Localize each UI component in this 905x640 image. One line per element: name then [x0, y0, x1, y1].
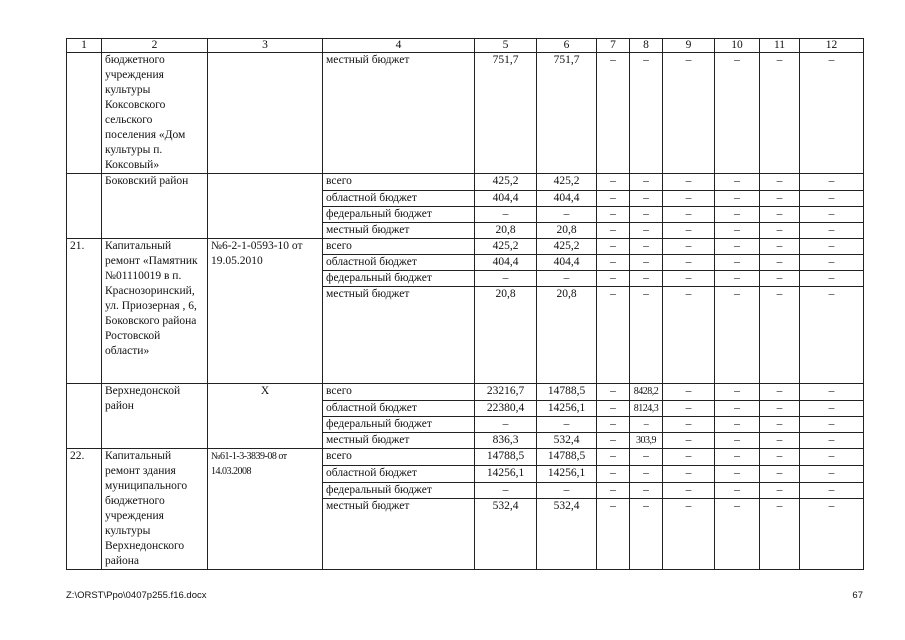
funding-source-cell: областной бюджет	[323, 465, 475, 482]
value-cell: –	[715, 174, 760, 191]
value-cell: –	[537, 271, 597, 287]
funding-source-cell: местный бюджет	[323, 53, 475, 174]
value-cell: –	[597, 449, 630, 466]
value-cell: –	[663, 287, 715, 384]
value-cell: 20,8	[537, 287, 597, 384]
value-cell: –	[630, 417, 663, 433]
value-cell: –	[597, 53, 630, 174]
value-cell: –	[715, 384, 760, 401]
value-cell: –	[800, 271, 864, 287]
value-cell: 14788,5	[537, 384, 597, 401]
col-header: 3	[208, 39, 323, 53]
funding-source-cell: всего	[323, 239, 475, 255]
value-cell: 532,4	[475, 499, 537, 570]
value-cell: 20,8	[475, 287, 537, 384]
value-cell: –	[715, 465, 760, 482]
value-cell: 404,4	[475, 255, 537, 271]
value-cell: –	[715, 287, 760, 384]
value-cell: –	[663, 271, 715, 287]
col-header: 10	[715, 39, 760, 53]
value-cell: –	[715, 417, 760, 433]
funding-source-cell: всего	[323, 174, 475, 191]
funding-source-cell: областной бюджет	[323, 255, 475, 271]
value-cell: –	[663, 53, 715, 174]
value-cell: –	[663, 255, 715, 271]
value-cell: 751,7	[537, 53, 597, 174]
value-cell: –	[597, 223, 630, 239]
table-row	[67, 239, 864, 255]
value-cell: –	[663, 482, 715, 499]
header-row	[67, 39, 864, 53]
row-number-cell	[67, 384, 102, 449]
value-cell: 23216,7	[475, 384, 537, 401]
value-cell: –	[760, 401, 800, 417]
value-cell: –	[800, 255, 864, 271]
col-header: 5	[475, 39, 537, 53]
value-cell: 14256,1	[537, 465, 597, 482]
value-cell: 404,4	[537, 255, 597, 271]
value-cell: –	[800, 384, 864, 401]
value-cell: –	[760, 482, 800, 499]
value-cell: –	[597, 255, 630, 271]
value-cell: –	[630, 482, 663, 499]
value-cell: –	[630, 271, 663, 287]
value-cell: –	[663, 223, 715, 239]
value-cell: 425,2	[537, 239, 597, 255]
value-cell: 14256,1	[537, 401, 597, 417]
value-cell: –	[663, 499, 715, 570]
value-cell: –	[663, 417, 715, 433]
value-cell: –	[663, 433, 715, 449]
value-cell: 404,4	[537, 191, 597, 207]
value-cell: –	[800, 417, 864, 433]
value-cell: –	[715, 191, 760, 207]
value-cell: –	[475, 207, 537, 223]
value-cell: –	[760, 287, 800, 384]
value-cell: 425,2	[475, 174, 537, 191]
table-row	[67, 384, 864, 401]
funding-source-cell: областной бюджет	[323, 401, 475, 417]
value-cell: 14788,5	[475, 449, 537, 466]
value-cell: –	[715, 482, 760, 499]
row-number-cell	[67, 53, 102, 174]
value-cell: –	[800, 449, 864, 466]
value-cell: –	[800, 191, 864, 207]
value-cell: 8428,2	[630, 384, 663, 401]
value-cell: –	[760, 207, 800, 223]
funding-source-cell: всего	[323, 384, 475, 401]
value-cell: 20,8	[537, 223, 597, 239]
object-name-cell: Капитальный ремонт «Памятник №01110019 в п. Краснозоринский, ул. Приозерная , 6, Боковского района Ростовской области»	[102, 239, 208, 384]
value-cell: –	[800, 53, 864, 174]
value-cell: –	[597, 174, 630, 191]
object-name-cell: Боковский район	[102, 174, 208, 239]
value-cell: –	[597, 482, 630, 499]
value-cell: –	[630, 174, 663, 191]
value-cell: –	[630, 239, 663, 255]
value-cell: 20,8	[475, 223, 537, 239]
value-cell: –	[760, 499, 800, 570]
value-cell: –	[475, 482, 537, 499]
col-header: 4	[323, 39, 475, 53]
value-cell: 751,7	[475, 53, 537, 174]
value-cell: –	[597, 239, 630, 255]
col-header: 9	[663, 39, 715, 53]
value-cell: –	[715, 499, 760, 570]
value-cell: –	[597, 499, 630, 570]
value-cell: 8124,3	[630, 401, 663, 417]
table-row	[67, 174, 864, 191]
value-cell: –	[760, 433, 800, 449]
value-cell: 14788,5	[537, 449, 597, 466]
value-cell: –	[630, 207, 663, 223]
value-cell: –	[663, 174, 715, 191]
col-header: 1	[67, 39, 102, 53]
col-header: 2	[102, 39, 208, 53]
value-cell: 14256,1	[475, 465, 537, 482]
funding-source-cell: местный бюджет	[323, 433, 475, 449]
value-cell: –	[663, 384, 715, 401]
object-name-cell: Капитальный ремонт здания муниципального бюджетного учреждения культуры Верхнедонского района	[102, 449, 208, 570]
value-cell: –	[630, 449, 663, 466]
funding-source-cell: федеральный бюджет	[323, 207, 475, 223]
row-number-cell: 22.	[67, 449, 102, 570]
value-cell: 532,4	[537, 499, 597, 570]
value-cell: –	[800, 287, 864, 384]
value-cell: 404,4	[475, 191, 537, 207]
value-cell: –	[715, 433, 760, 449]
value-cell: –	[715, 207, 760, 223]
value-cell: –	[663, 207, 715, 223]
value-cell: –	[663, 465, 715, 482]
value-cell: –	[597, 465, 630, 482]
value-cell: –	[800, 223, 864, 239]
value-cell: 425,2	[475, 239, 537, 255]
value-cell: 303,9	[630, 433, 663, 449]
value-cell: –	[760, 271, 800, 287]
value-cell: –	[630, 287, 663, 384]
value-cell: –	[475, 417, 537, 433]
value-cell: –	[663, 401, 715, 417]
value-cell: –	[800, 401, 864, 417]
document-cell	[208, 174, 323, 239]
funding-source-cell: местный бюджет	[323, 499, 475, 570]
col-header: 7	[597, 39, 630, 53]
value-cell: –	[760, 174, 800, 191]
value-cell: 22380,4	[475, 401, 537, 417]
funding-source-cell: федеральный бюджет	[323, 482, 475, 499]
value-cell: –	[715, 271, 760, 287]
table-row	[67, 449, 864, 466]
funding-source-cell: всего	[323, 449, 475, 466]
value-cell: –	[760, 417, 800, 433]
document-cell: №6-2-1-0593-10 от 19.05.2010	[208, 239, 323, 384]
value-cell: –	[537, 482, 597, 499]
table-row	[67, 53, 864, 174]
document-page	[66, 38, 863, 570]
object-name-cell: бюджетного учреждения культуры Коксовского сельского поселения «Дом культуры п. Коксовый»	[102, 53, 208, 174]
value-cell: –	[630, 255, 663, 271]
value-cell: –	[760, 449, 800, 466]
value-cell: –	[800, 465, 864, 482]
document-cell: Х	[208, 384, 323, 449]
value-cell: –	[760, 384, 800, 401]
document-cell: №61-1-3-3839-08 от 14.03.2008	[208, 449, 323, 570]
value-cell: –	[597, 384, 630, 401]
value-cell: –	[715, 223, 760, 239]
funding-source-cell: федеральный бюджет	[323, 271, 475, 287]
value-cell: –	[800, 482, 864, 499]
value-cell: –	[630, 465, 663, 482]
value-cell: –	[760, 191, 800, 207]
value-cell: 836,3	[475, 433, 537, 449]
funding-source-cell: местный бюджет	[323, 287, 475, 384]
funding-source-cell: федеральный бюджет	[323, 417, 475, 433]
page-number: 67	[852, 590, 863, 601]
value-cell: –	[715, 255, 760, 271]
value-cell: –	[597, 287, 630, 384]
value-cell: 532,4	[537, 433, 597, 449]
value-cell: –	[663, 449, 715, 466]
value-cell: –	[760, 53, 800, 174]
value-cell: –	[537, 417, 597, 433]
value-cell: –	[663, 191, 715, 207]
value-cell: –	[597, 401, 630, 417]
value-cell: –	[800, 239, 864, 255]
value-cell: –	[597, 433, 630, 449]
value-cell: –	[800, 207, 864, 223]
value-cell: –	[715, 401, 760, 417]
value-cell: –	[597, 417, 630, 433]
value-cell: –	[760, 239, 800, 255]
funding-source-cell: местный бюджет	[323, 223, 475, 239]
value-cell: –	[597, 207, 630, 223]
value-cell: –	[475, 271, 537, 287]
value-cell: –	[597, 271, 630, 287]
value-cell: –	[800, 499, 864, 570]
col-header: 12	[800, 39, 864, 53]
value-cell: –	[760, 255, 800, 271]
value-cell: –	[537, 207, 597, 223]
value-cell: –	[760, 223, 800, 239]
value-cell: –	[715, 239, 760, 255]
value-cell: –	[597, 191, 630, 207]
value-cell: –	[715, 53, 760, 174]
value-cell: –	[663, 239, 715, 255]
col-header: 6	[537, 39, 597, 53]
value-cell: –	[630, 223, 663, 239]
col-header: 8	[630, 39, 663, 53]
col-header: 11	[760, 39, 800, 53]
value-cell: –	[760, 465, 800, 482]
value-cell: –	[630, 53, 663, 174]
file-path: Z:\ORST\Ppo\0407p255.f16.docx	[66, 590, 207, 601]
document-cell	[208, 53, 323, 174]
value-cell: –	[630, 499, 663, 570]
value-cell: –	[800, 433, 864, 449]
value-cell: –	[715, 449, 760, 466]
row-number-cell	[67, 174, 102, 239]
value-cell: –	[800, 174, 864, 191]
row-number-cell: 21.	[67, 239, 102, 384]
value-cell: –	[630, 191, 663, 207]
budget-table	[66, 38, 864, 570]
funding-source-cell: областной бюджет	[323, 191, 475, 207]
object-name-cell: Верхнедонской район	[102, 384, 208, 449]
value-cell: 425,2	[537, 174, 597, 191]
